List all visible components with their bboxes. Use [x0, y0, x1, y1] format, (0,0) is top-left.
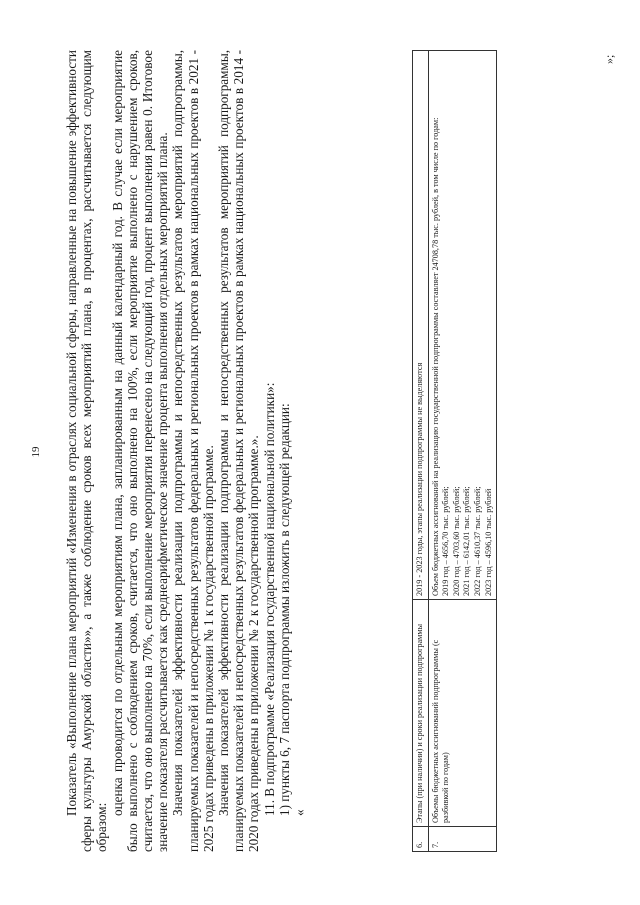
opening-quote: «	[292, 809, 308, 816]
page-number: 19	[30, 446, 42, 458]
paragraph-passport-points: 1) пункты 6, 7 паспорта подпрограммы изложить в следующей редакции:	[276, 403, 292, 816]
row-number: 6.	[413, 827, 429, 852]
paragraph-subprogram-heading: 11. В подпрограмме «Реализация государственной национальной политики»:	[261, 382, 277, 816]
value-line: Объем бюджетных ассигнований на реализацию государственной подпрограммы составляет 24708,78 тыс. рублей, в том числе по годам:	[430, 117, 440, 596]
value-line: 2021 год – 6142,01 тыс. рублей;	[462, 486, 472, 596]
value-line: 2023 год – 4596,10 тыс. рублей	[483, 488, 493, 596]
row-number: 7.	[428, 827, 497, 852]
paragraph-values-2021-2025: Значения показателей эффективности реализации подпрограммы и непосредственных результатов мероприятий подпрограммы, планируемых показателей и непосредственных результатов федеральных и региональных проектов в рамках национальных проектов в 2021 - 2025 годах приведены в приложении № 1 к государственной программе.	[170, 50, 216, 852]
paragraph-evaluation-method: оценка проводится по отдельным мероприятиям плана, запланированным на данный календарный год. В случае если мероприятие было выполнено с соблюдением сроков, считается, что оно выполнено на 100%, если мероприятие выполнено с нарушением сроков, считается, что оно выполнено на 70%, если выполнение мероприятия перенесено на следующий год, процент выполнения равен 0. Итоговое значение показателя рассчитывается как среднеарифметическое значение процента выполнения отдельных мероприятий плана.	[109, 50, 171, 852]
rotated-document-page	[20, 12, 620, 892]
row-value	[428, 51, 497, 600]
paragraph-values-2014-2020: Значения показателей эффективности реализации подпрограммы и непосредственных результатов мероприятий подпрограммы, планируемых показателей и непосредственных результатов федеральных и региональных проектов в рамках национальных проектов в 2014 - 2020 годах приведены в приложении № 2 к государственной программе.».	[216, 50, 262, 852]
value-line: 2019 год – 4656,70 тыс. рублей;	[441, 486, 451, 596]
value-line: 2020 год – 4703,60 тыс. рублей;	[451, 486, 461, 596]
row-label: Этапы (при наличии) и сроки реализации подпрограммы	[413, 600, 429, 827]
table-row	[428, 51, 497, 852]
passport-table	[412, 50, 497, 852]
value-line: 2022 год – 4610,37 тыс. рублей;	[472, 486, 482, 596]
document-body	[64, 50, 307, 852]
closing-quote: »;	[602, 54, 616, 64]
paragraph-indicator-description: Показатель «Выполнение плана мероприятий «Изменения в отраслях социальной сферы, направленные на повышение эффективности сферы культуры Амурской области»», а также соблюдение сроков всех мероприятий плана, в процентах, рассчитывается следующим образом:	[64, 50, 110, 852]
row-label: Объемы бюджетных ассигнований подпрограммы (с разбивкой по годам)	[428, 600, 497, 827]
table-row	[413, 51, 429, 852]
row-value	[413, 51, 429, 600]
value-line: 2019 - 2023 годы, этапы реализации подпрограммы не выделяются	[415, 362, 424, 596]
